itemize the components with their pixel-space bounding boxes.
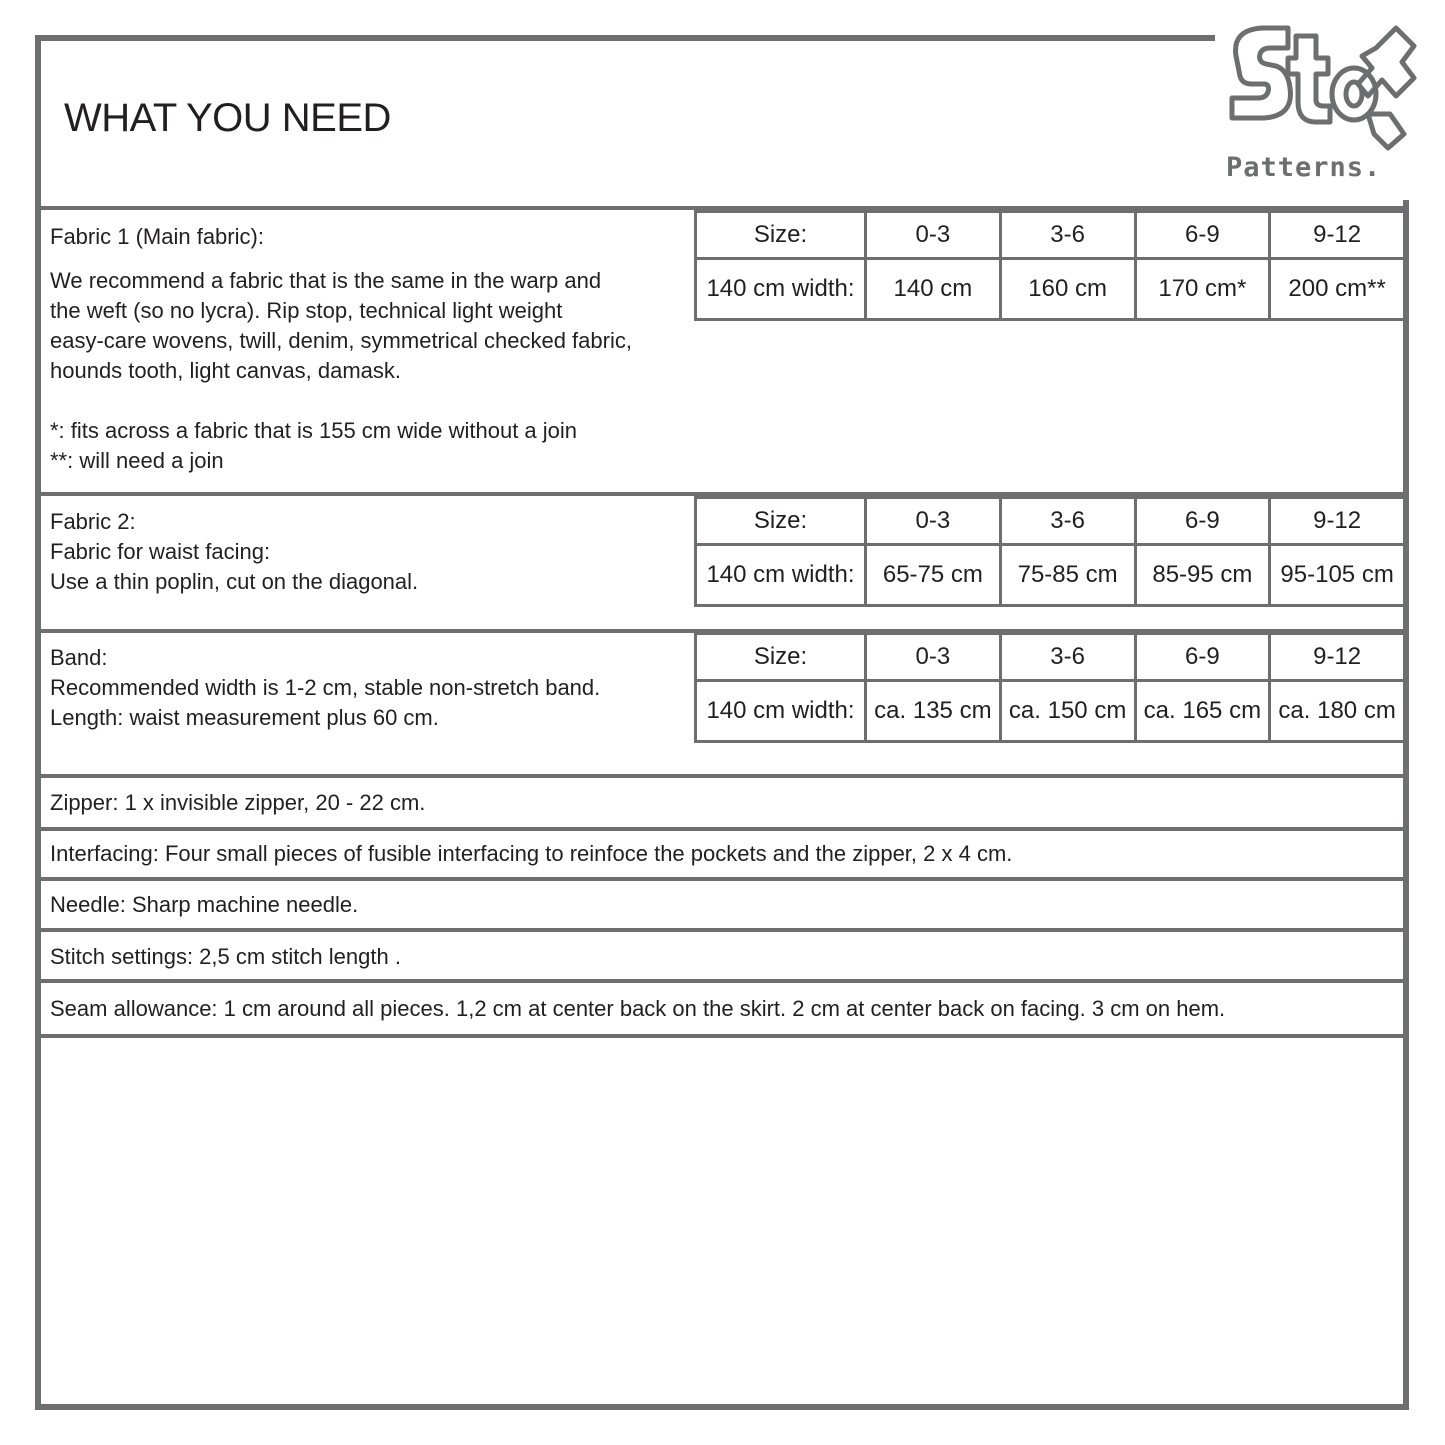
- band-line: Band:: [50, 645, 108, 670]
- fabric1-line: the weft (so no lycra). Rip stop, technical light weight: [50, 298, 563, 323]
- fabric1-line: We recommend a fabric that is the same in the warp and: [50, 268, 602, 293]
- divider-seam: [35, 1034, 1409, 1038]
- fabric2-line: Fabric 2:: [50, 509, 136, 534]
- fabric1-line: easy-care wovens, twill, denim, symmetrical checked fabric,: [50, 328, 632, 353]
- size-cell: 0-3: [866, 212, 1001, 259]
- table-row: [696, 681, 1405, 742]
- fabric1-text: [50, 222, 632, 476]
- band-text: [50, 643, 600, 733]
- fabric2-size-table: [694, 496, 1406, 607]
- table-row: [696, 212, 1405, 259]
- width-row-label: 140 cm width:: [696, 681, 866, 742]
- stitch-settings-row: Stitch settings: 2,5 cm stitch length .: [50, 944, 401, 969]
- interfacing-row: Interfacing: Four small pieces of fusible interfacing to reinfoce the pockets and the zipper, 2 x 4 cm.: [50, 841, 1013, 866]
- size-cell: 3-6: [1000, 634, 1135, 681]
- brand-sub-label: Patterns.: [1226, 152, 1382, 183]
- divider-zipper: [35, 827, 1409, 831]
- value-cell: 95-105 cm: [1270, 545, 1405, 606]
- value-cell: 160 cm: [1000, 259, 1135, 320]
- value-cell: 85-95 cm: [1135, 545, 1270, 606]
- value-cell: ca. 165 cm: [1135, 681, 1270, 742]
- size-cell: 6-9: [1135, 634, 1270, 681]
- fabric1-note: **: will need a join: [50, 448, 224, 473]
- table-row: [696, 259, 1405, 320]
- divider-stitch: [35, 979, 1409, 983]
- needle-row: Needle: Sharp machine needle.: [50, 892, 359, 917]
- frame-bottom: [35, 1404, 1409, 1410]
- size-cell: 9-12: [1270, 634, 1405, 681]
- size-row-label: Size:: [696, 634, 866, 681]
- width-row-label: 140 cm width:: [696, 545, 866, 606]
- size-cell: 0-3: [866, 634, 1001, 681]
- band-size-table: [694, 632, 1406, 743]
- divider-band: [35, 774, 1409, 778]
- table-row: [696, 545, 1405, 606]
- value-cell: 75-85 cm: [1000, 545, 1135, 606]
- value-cell: 200 cm**: [1270, 259, 1405, 320]
- band-line: Length: waist measurement plus 60 cm.: [50, 705, 439, 730]
- fabric2-line: Fabric for waist facing:: [50, 539, 271, 564]
- value-cell: 140 cm: [866, 259, 1001, 320]
- size-cell: 3-6: [1000, 212, 1135, 259]
- zipper-row: Zipper: 1 x invisible zipper, 20 - 22 cm.: [50, 790, 426, 815]
- fabric1-note: *: fits across a fabric that is 155 cm wide without a join: [50, 418, 578, 443]
- divider-needle: [35, 928, 1409, 932]
- size-row-label: Size:: [696, 498, 866, 545]
- frame-top: [35, 35, 1215, 41]
- value-cell: 170 cm*: [1135, 259, 1270, 320]
- size-cell: 3-6: [1000, 498, 1135, 545]
- fabric2-text: [50, 507, 418, 597]
- size-cell: 0-3: [866, 498, 1001, 545]
- table-row: [696, 634, 1405, 681]
- width-row-label: 140 cm width:: [696, 259, 866, 320]
- value-cell: ca. 180 cm: [1270, 681, 1405, 742]
- frame-left: [35, 35, 41, 1410]
- band-line: Recommended width is 1-2 cm, stable non-stretch band.: [50, 675, 601, 700]
- fabric1-line: hounds tooth, light canvas, damask.: [50, 358, 401, 383]
- fabric1-heading: Fabric 1 (Main fabric):: [50, 224, 264, 249]
- size-cell: 6-9: [1135, 212, 1270, 259]
- value-cell: 65-75 cm: [866, 545, 1001, 606]
- frame-right: [1403, 200, 1409, 1410]
- size-row-label: Size:: [696, 212, 866, 259]
- size-cell: 9-12: [1270, 212, 1405, 259]
- value-cell: ca. 150 cm: [1000, 681, 1135, 742]
- divider-interfacing: [35, 877, 1409, 881]
- size-cell: 6-9: [1135, 498, 1270, 545]
- fabric1-size-table: [694, 210, 1406, 321]
- page-title: WHAT YOU NEED: [64, 96, 391, 140]
- value-cell: ca. 135 cm: [866, 681, 1001, 742]
- table-row: [696, 498, 1405, 545]
- seam-allowance-row: Seam allowance: 1 cm around all pieces. 1,2 cm at center back on the skirt. 2 cm at center back on facing. 3 cm on hem.: [50, 996, 1226, 1021]
- fabric2-line: Use a thin poplin, cut on the diagonal.: [50, 569, 419, 594]
- size-cell: 9-12: [1270, 498, 1405, 545]
